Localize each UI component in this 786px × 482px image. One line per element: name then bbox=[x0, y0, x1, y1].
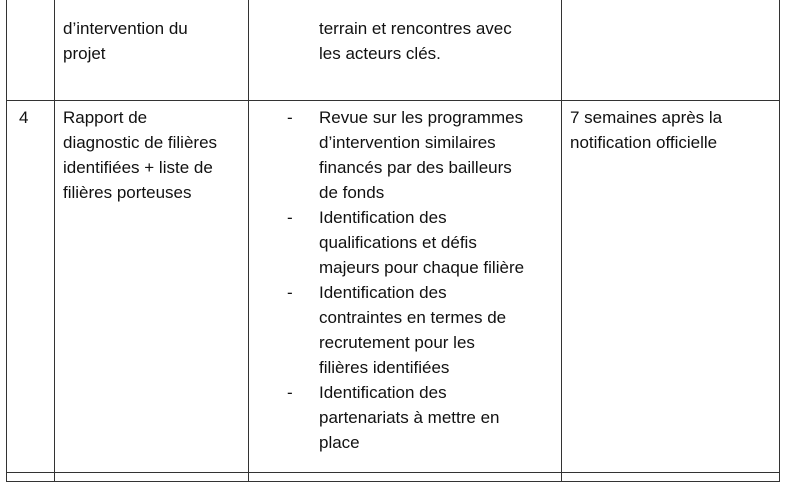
activity-text: Identification des partenariats à mettre en place bbox=[319, 383, 500, 452]
activity-text: Identification des qualifications et défis majeurs pour chaque filière bbox=[319, 208, 525, 277]
cell-empty bbox=[7, 473, 55, 482]
row-number bbox=[15, 19, 19, 38]
table-row bbox=[7, 473, 780, 482]
table-row bbox=[7, 0, 780, 101]
row-number: 4 bbox=[19, 108, 29, 127]
dash-bullet: - bbox=[287, 208, 293, 227]
deliverable-text: d’intervention du projet bbox=[63, 19, 188, 63]
activities-list bbox=[257, 105, 553, 455]
dash-bullet: - bbox=[287, 383, 293, 402]
cell-deadline bbox=[562, 101, 780, 473]
cell-activities bbox=[249, 101, 562, 473]
deliverables-table bbox=[6, 0, 780, 482]
list-item bbox=[257, 380, 553, 455]
cell-empty bbox=[55, 473, 249, 482]
cell-number bbox=[7, 0, 55, 101]
cell-number bbox=[7, 101, 55, 473]
activity-text: Revue sur les programmes d’intervention similaires financés par des bailleurs de fonds bbox=[319, 108, 524, 202]
cell-activities bbox=[249, 0, 562, 101]
cell-deadline bbox=[562, 0, 780, 101]
activity-text: Identification des contraintes en termes de recrutement pour les filières identifiées bbox=[319, 283, 507, 377]
cell-deliverable bbox=[55, 101, 249, 473]
list-item bbox=[257, 280, 553, 380]
activities-continuation-text: terrain et rencontres avec les acteurs clés. bbox=[319, 19, 512, 63]
cell-empty bbox=[562, 473, 780, 482]
deadline-text: 7 semaines après la notification officielle bbox=[570, 108, 723, 152]
cell-deliverable bbox=[55, 0, 249, 101]
table-row bbox=[7, 101, 780, 473]
cell-empty bbox=[249, 473, 562, 482]
dash-bullet: - bbox=[287, 283, 293, 302]
dash-bullet: - bbox=[287, 108, 293, 127]
list-item bbox=[257, 205, 553, 280]
deliverable-text: Rapport de diagnostic de filières identifiées + liste de filières porteuses bbox=[63, 108, 218, 202]
list-item bbox=[257, 105, 553, 205]
